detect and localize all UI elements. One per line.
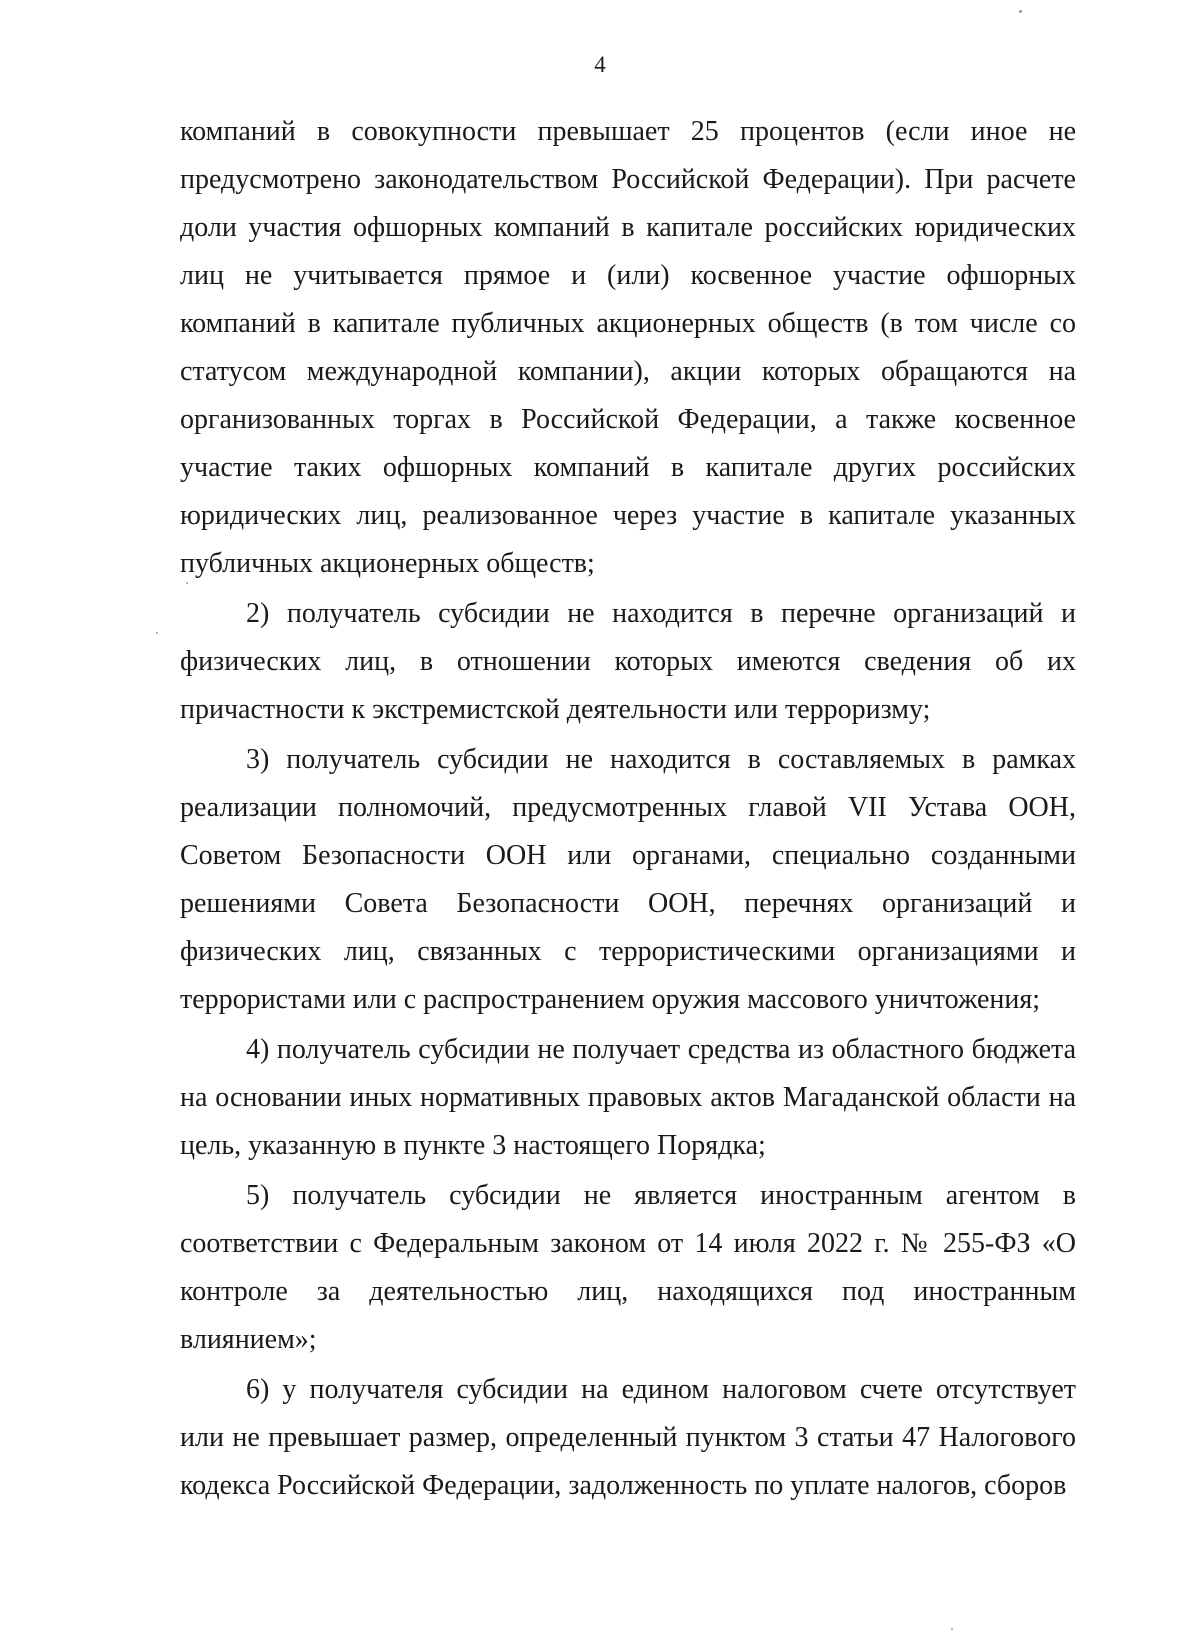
paragraph-item-2: 2) получатель субсидии не находится в перечне организаций и физических лиц, в отношении которых имеются сведения об их причастности к экстремистской деятельности или терроризму; <box>180 598 1076 725</box>
paragraph-item-3: 3) получатель субсидии не находится в составляемых в рамках реализации полномочий, предусмотренных главой VII Устава ООН, Советом Безопасности ООН или органами, специально созданными решениями Совета Безопасности ООН, перечнях организаций и физических лиц, связанных с террористическими организациями и террористами или с распространением оружия массового уничтожения; <box>180 744 1076 1015</box>
scan-speck <box>156 632 158 634</box>
paragraph-item-4: 4) получатель субсидии не получает средства из областного бюджета на основании иных нормативных правовых актов Магаданской области на цель, указанную в пункте 3 настоящего Порядка; <box>180 1034 1076 1161</box>
paragraph-item-6: 6) у получателя субсидии на едином налоговом счете отсутствует или не превышает размер, определенный пунктом 3 статьи 47 Налогового кодекса Российской Федерации, задолженность по уплате налогов, сборов <box>180 1374 1076 1501</box>
page-number: 4 <box>594 52 606 77</box>
scan-speck <box>1019 10 1022 13</box>
document-body <box>180 108 1076 1510</box>
paragraph-continuation: компаний в совокупности превышает 25 процентов (если иное не предусмотрено законодательством Российской Федерации). При расчете доли участия офшорных компаний в капитале российских юридических лиц не учитывается прямое и (или) косвенное участие офшорных компаний в капитале публичных акционерных обществ (в том числе со статусом международной компании), акции которых обращаются на организованных торгах в Российской Федерации, а также косвенное участие таких офшорных компаний в капитале других российских юридических лиц, реализованное через участие в капитале указанных публичных акционерных обществ; <box>180 116 1076 579</box>
scan-speck <box>186 582 188 584</box>
scan-speck <box>951 1628 953 1630</box>
paragraph-item-5: 5) получатель субсидии не является иностранным агентом в соответствии с Федеральным законом от 14 июля 2022 г. № 255-ФЗ «О контроле за деятельностью лиц, находящихся под иностранным влиянием»; <box>180 1180 1076 1355</box>
